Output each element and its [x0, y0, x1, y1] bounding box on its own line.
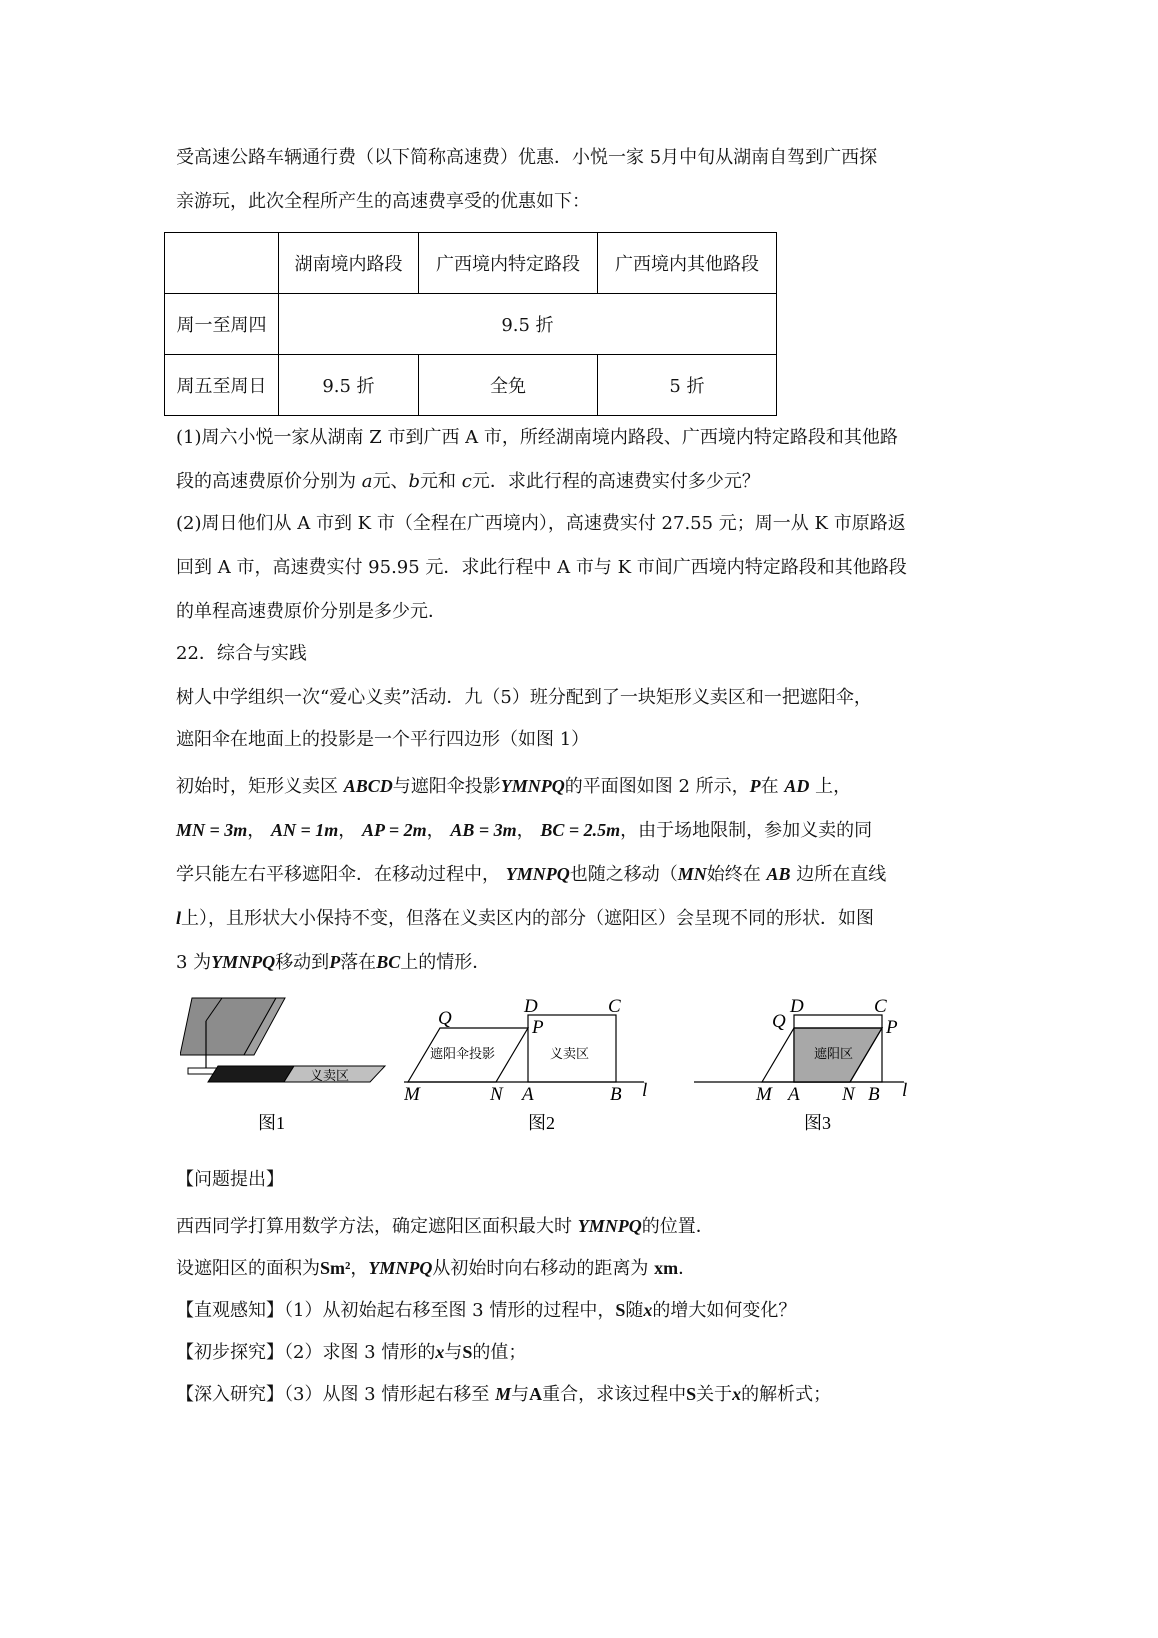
math-x: x — [435, 1342, 445, 1362]
point-n: N — [490, 1084, 503, 1105]
point-c: C — [874, 996, 887, 1017]
math-p: P — [749, 776, 761, 796]
math-ymnpq: YMNPQ — [577, 1216, 642, 1236]
fig3-shade-label: 遮阳区 — [814, 1046, 854, 1061]
p22-line-2: 遮阳伞在地面上的投影是一个平行四边形（如图 1） — [176, 729, 590, 750]
q2-line-1: (2)周日他们从 A 市到 K 市（全程在广西境内），高速费实付 27.55 元；周一从 K 市原路返 — [176, 513, 906, 534]
table-cell: 5 折 — [598, 355, 777, 416]
p22-heading: 22．综合与实践 — [176, 643, 307, 664]
problem-heading: 【问题提出】 — [176, 1169, 284, 1190]
fig2-shadow-label: 遮阳伞投影 — [430, 1046, 496, 1061]
point-m: M — [756, 1084, 772, 1105]
var-b: b — [408, 471, 420, 492]
p22-conditions-line: MN = 3m， AN = 1m， AP = 2m， AB = 3m， BC = 2.5m，由于场地限制，参加义卖的同 — [176, 820, 873, 841]
fig2-zone-label: 义卖区 — [550, 1046, 590, 1061]
math-x: x — [643, 1300, 653, 1320]
math-a: A — [529, 1384, 543, 1404]
math-xm: xm — [654, 1258, 679, 1278]
row-label: 周五至周日 — [165, 355, 279, 416]
table-cell: 全免 — [419, 355, 598, 416]
q1-line-1: (1)周六小悦一家从湖南 Z 市到广西 A 市，所经湖南境内路段、广西境内特定路段和其他路 — [176, 427, 898, 448]
task-1: 【直观感知】（1）从初始起右移至图 3 情形的过程中，S随x的增大如何变化？ — [176, 1300, 797, 1321]
p22-move-line: 学只能左右平移遮阳伞．在移动过程中， YMNPQ也随之移动（MN始终在 AB 边所在直线 — [176, 864, 887, 885]
eq-an: AN = 1m — [271, 820, 339, 840]
table-row — [165, 355, 777, 416]
math-s: S — [462, 1342, 473, 1362]
math-ad: AD — [784, 776, 810, 796]
point-q: Q — [772, 1011, 786, 1032]
umbrella-shadow — [208, 1066, 294, 1082]
math-ymnpq: YMNPQ — [368, 1258, 433, 1278]
point-d: D — [524, 996, 538, 1017]
math-l: l — [176, 908, 182, 928]
math-ymnpq: YMNPQ — [505, 864, 570, 884]
math-s: S — [686, 1384, 697, 1404]
row-label: 周一至周四 — [165, 294, 279, 355]
var-a: a — [361, 471, 373, 492]
problem-line-1: 西西同学打算用数学方法，确定遮阳区面积最大时 YMNPQ的位置． — [176, 1216, 714, 1237]
point-b: B — [610, 1084, 622, 1105]
p22-line-1: 树人中学组织一次“爱心义卖”活动．九（5）班分配到了一块矩形义卖区和一把遮阳伞， — [176, 687, 872, 708]
table-cell: 9.5 折 — [279, 294, 777, 355]
fig2-caption: 图2 — [528, 1113, 555, 1133]
figure-3 — [694, 994, 926, 1154]
figure-1 — [180, 988, 410, 1168]
point-m: M — [404, 1084, 420, 1105]
discount-table — [164, 232, 777, 416]
task-3: 【深入研究】（3）从图 3 情形起右移至 M与A重合，求该过程中S关于x的解析式； — [176, 1384, 832, 1405]
table-row — [165, 233, 777, 294]
q2-line-2: 回到 A 市，高速费实付 95.95 元．求此行程中 A 市与 K 市间广西境内特定路段和其他路段 — [176, 557, 907, 578]
point-c: C — [608, 996, 621, 1017]
math-x: x — [732, 1384, 742, 1404]
label-l: l — [902, 1080, 908, 1101]
point-a: A — [788, 1084, 800, 1105]
point-p: P — [532, 1017, 544, 1038]
eq-ab: AB = 3m — [450, 820, 517, 840]
label-l: l — [642, 1080, 648, 1101]
intro-line-1: 受高速公路车辆通行费（以下简称高速费）优惠．小悦一家 5月中旬从湖南自驾到广西探 — [176, 147, 878, 168]
math-p: P — [329, 952, 341, 972]
table-header-cell: 广西境内特定路段 — [419, 233, 598, 294]
math-ymnpq: YMNPQ — [500, 776, 565, 796]
point-a: A — [522, 1084, 534, 1105]
task-2: 【初步探究】（2）求图 3 情形的x与S的值； — [176, 1342, 527, 1363]
eq-bc: BC = 2.5m — [540, 820, 621, 840]
fig1-caption: 图1 — [258, 1113, 285, 1133]
figure-2 — [404, 994, 694, 1154]
fig1-zone-label: 义卖区 — [310, 1068, 350, 1083]
math-mn: MN — [677, 864, 707, 884]
q2-line-3: 的单程高速费原价分别是多少元． — [176, 601, 446, 622]
table-header-cell: 湖南境内路段 — [279, 233, 419, 294]
problem-line-2: 设遮阳区的面积为Sm²，YMNPQ从初始时向右移动的距离为 xm． — [176, 1258, 697, 1279]
math-m: M — [495, 1384, 512, 1404]
math-ab: AB — [766, 864, 791, 884]
eq-ap: AP = 2m — [362, 820, 427, 840]
point-n: N — [842, 1084, 855, 1105]
fig3-caption: 图3 — [804, 1113, 831, 1133]
eq-mn: MN = 3m — [176, 820, 248, 840]
point-q: Q — [438, 1008, 452, 1029]
table-row — [165, 294, 777, 355]
table-cell: 9.5 折 — [279, 355, 419, 416]
point-b: B — [868, 1084, 880, 1105]
table-header-cell: 广西境内其他路段 — [598, 233, 777, 294]
intro-line-2: 亲游玩，此次全程所产生的高速费享受的优惠如下： — [176, 191, 590, 212]
math-s: S — [615, 1300, 626, 1320]
math-ymnpq: YMNPQ — [211, 952, 276, 972]
table-header-cell — [165, 233, 279, 294]
var-c: c — [461, 471, 472, 492]
q1-line-2: 段的高速费原价分别为 a元、b元和 c元．求此行程的高速费实付多少元？ — [176, 471, 760, 492]
p22-fig3-line: 3 为YMNPQ移动到P落在BC上的情形． — [176, 952, 491, 973]
math-abcd: ABCD — [343, 776, 393, 796]
p22-init-line: 初始时，矩形义卖区 ABCD与遮阳伞投影YMNPQ的平面图如图 2 所示，P在 AD 上， — [176, 776, 852, 797]
math-bc: BC — [376, 952, 401, 972]
math-sm2: Sm² — [320, 1258, 351, 1278]
p22-shape-line: l上），且形状大小保持不变，但落在义卖区内的部分（遮阳区）会呈现不同的形状．如图 — [176, 908, 875, 929]
point-d: D — [790, 996, 804, 1017]
point-p: P — [886, 1017, 898, 1038]
